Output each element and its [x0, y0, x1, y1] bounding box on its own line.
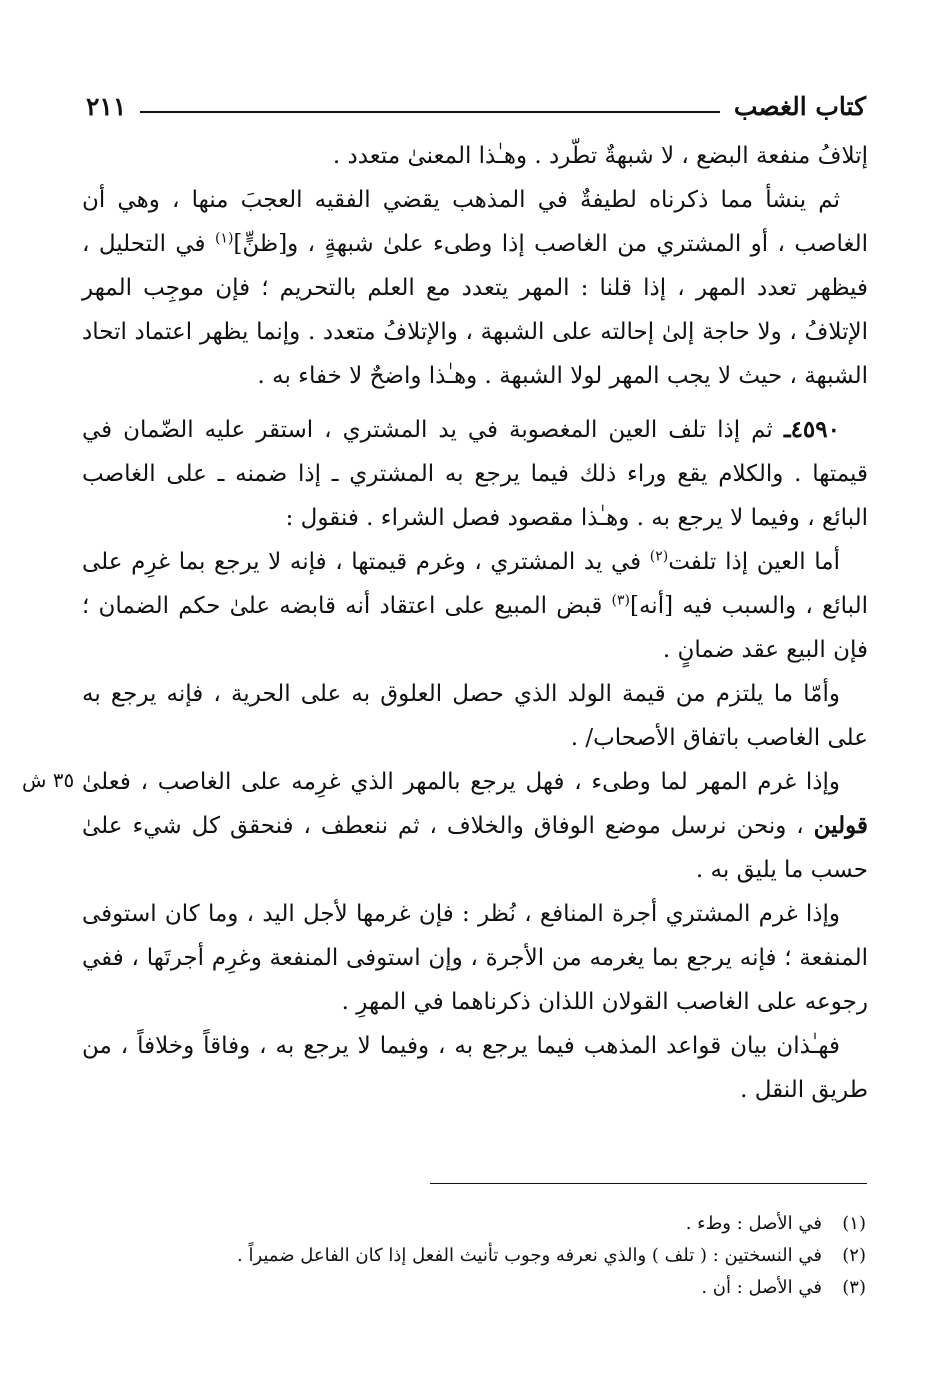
paragraph-text: ثم إذا تلف العين المغصوبة في يد المشتري ، استقر عليه الضّمان في قيمتها . والكلام يقع وراء ذلك فيما يرجع به المشتري ـ إذا ضمنه ـ على الغاصب البائع ، وفيما لا يرجع به . وهـٰذا مقصود فصل الشراء . فنقول : — [82, 417, 868, 531]
paragraph-1 — [82, 134, 868, 178]
issue-number: ٤٥٩٠ـ — [783, 416, 840, 443]
footnote-2 — [86, 1240, 866, 1272]
footnote-ref[interactable]: (٣) — [611, 592, 630, 609]
paragraph-text: وإذا غرم المشتري أجرة المنافع ، نُظر : فإن غرمها لأجل اليد ، وما كان استوفى المنفعة ؛ فإنه يرجع بما يغرمه من الأجرة ، وإن استوفى المنفعة وغرِم أجرتَها ، ففي رجوعه على الغاصب القولان اللذان ذكرناهما في المهرِ . — [82, 901, 868, 1015]
paragraph-text: وأمّا ما يلتزم من قيمة الولد الذي حصل العلوق به على الحرية ، فإنه يرجع به على الغاصب باتفاق الأصحاب/ . — [82, 681, 868, 751]
page-number: ٢١١ — [86, 91, 127, 121]
paragraph-7 — [82, 892, 868, 1024]
paragraph-text: إتلافُ منفعة البضع ، لا شبهةٌ تطّرد . وهـٰذا المعنىٰ متعدد . — [332, 143, 868, 169]
paragraph-text: ثم ينشأ مما ذكرناه لطيفةٌ في المذهب يقضي الفقيه العجبَ منها ، وهي أن الغاصب ، أو المشتري من الغاصب إذا وطىء علىٰ شبهةٍ ، و[ظنٍّ] — [82, 187, 868, 257]
paragraph-5 — [82, 672, 868, 760]
footnote-1 — [86, 1208, 866, 1240]
footnotes — [86, 1208, 866, 1304]
footnote-number: (١) — [842, 1213, 866, 1234]
paragraph-6 — [82, 760, 868, 892]
main-text — [82, 134, 868, 1112]
chapter-title: كتاب الغصب — [733, 91, 866, 121]
paragraph-text: أما العين إذا تلفت — [668, 549, 840, 575]
paragraph-2 — [82, 178, 868, 398]
footnote-number: (٣) — [842, 1277, 866, 1298]
paragraph-text: في التحليل ، فيظهر تعدد المهر ، إذا قلنا : المهر يتعدد مع العلم بالتحريم ؛ فإن موجِب المهر الإتلافُ ، ولا حاجة إلىٰ إحالته على الشبهة ، والإتلافُ متعدد . وإنما يظهر اعتماد اتحاد الشبهة ، حيث لا يجب المهر لولا الشبهة . وهـٰذا واضحٌ لا خفاء به . — [82, 231, 868, 389]
footnote-text: في النسختين : ( تلف ) والذي نعرفه وجوب تأنيث الفعل إذا كان الفاعل ضميراً . — [237, 1245, 822, 1266]
header-rule — [140, 111, 720, 113]
paragraph-text: في يد المشتري ، وغرم قيمتها ، فإنه لا يرجع بما غرِم على البائع ، والسبب فيه [أنه] — [82, 549, 868, 619]
footnote-ref[interactable]: (٢) — [649, 548, 669, 565]
margin-note: ٣٥ ش — [22, 768, 75, 792]
footnote-ref[interactable]: (١) — [214, 230, 234, 247]
bold-term: قولين — [813, 812, 868, 839]
running-header — [86, 86, 866, 126]
footnote-separator — [430, 1183, 867, 1184]
paragraph-text: وإذا غرم المهر لما وطىء ، فهل يرجع بالمهر الذي غرِمه على الغاصب ، فعلىٰ — [82, 769, 840, 795]
footnote-text: في الأصل : أن . — [701, 1277, 822, 1298]
paragraph-3 — [82, 408, 868, 540]
footnote-3 — [86, 1272, 866, 1304]
paragraph-8 — [82, 1024, 868, 1112]
paragraph-4 — [82, 540, 868, 672]
paragraph-text: فهـٰذان بيان قواعد المذهب فيما يرجع به ، وفيما لا يرجع به ، وفاقاً وخلافاً ، من طريق النقل . — [82, 1033, 868, 1103]
paragraph-text: ، ونحن نرسل موضع الوفاق والخلاف ، ثم ننعطف ، فنحقق كل شيء علىٰ حسب ما يليق به . — [82, 813, 868, 883]
footnote-text: في الأصل : وطء . — [685, 1213, 822, 1234]
paragraph-text: قبض المبيع على اعتقاد أنه قابضه علىٰ حكم الضمان ؛ فإن البيع عقد ضمانٍ . — [82, 593, 868, 663]
footnote-number: (٢) — [842, 1245, 866, 1266]
